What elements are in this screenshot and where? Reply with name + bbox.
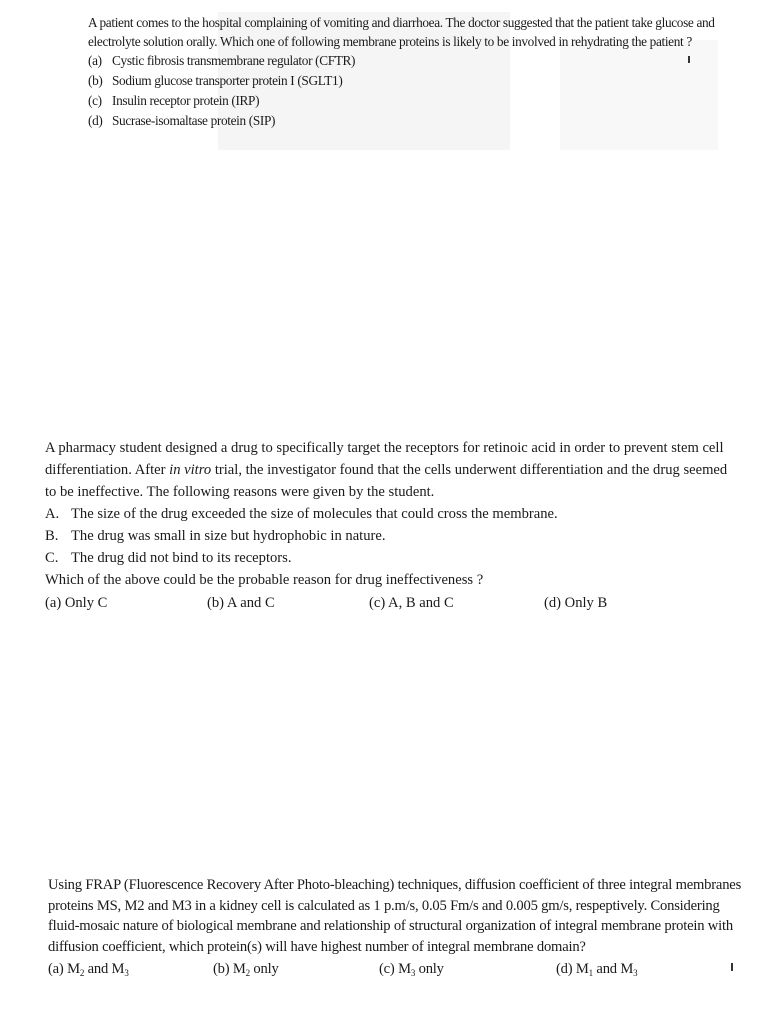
question-3-option-c[interactable]: (c) $M_3$ only	[379, 961, 444, 978]
question-3-options	[48, 959, 743, 980]
statement-a: A. The size of the drug exceeded the size of molecules that could cross the membrane.	[45, 506, 558, 522]
question-2-option-b[interactable]: (b) A and C	[207, 595, 275, 611]
question-1-option-d[interactable]: (d) Sucrase-isomaltase protein (SIP)	[88, 113, 276, 128]
question-1-stem: A patient comes to the hospital complaining of vomiting and diarrhoea. The doctor suggested that the patient take glucose and electrolyte solution orally. Which one of following membrane proteins is likely to be involved in rehydrating the patient ?	[88, 15, 715, 49]
question-2-prompt: Which of the above could be the probable reason for drug ineffectiveness ?	[45, 572, 484, 588]
question-1-option-c[interactable]: (c) Insulin receptor protein (IRP)	[88, 93, 260, 108]
question-1	[88, 13, 728, 131]
question-1-option-a[interactable]: (a) Cystic fibrosis transmembrane regulator (CFTR)	[88, 53, 356, 68]
question-3	[48, 875, 743, 980]
statement-c: C. The drug did not bind to its receptors.	[45, 550, 292, 566]
question-2	[45, 437, 735, 614]
question-2-option-c[interactable]: (c) A, B and C	[369, 595, 454, 611]
question-3-option-b[interactable]: (b) $M_2$ only	[213, 961, 279, 978]
question-3-stem: Using FRAP (Fluorescence Recovery After Photo-bleaching) techniques, diffusion coefficient of three integral membranes proteins MS, M2 and M3 in a kidney cell is calculated as 1 p.m/s, 0.05 Fm/s and 0.005 gm/s, respeptively. Considering fluid-mosaic nature of biological membrane and relationship of structural organization of integral membrane protein with diffusion coefficient, which protein(s) will have highest number of integral membrane domain?	[48, 877, 742, 955]
question-2-options	[45, 592, 735, 614]
question-3-option-a[interactable]: (a) $M_2$ and $M_3$	[48, 961, 129, 978]
question-1-options	[88, 51, 728, 130]
question-1-option-b[interactable]: (b) Sodium glucose transporter protein I (SGLT1)	[88, 73, 343, 88]
margin-mark	[731, 963, 733, 971]
statement-b: B. The drug was small in size but hydrophobic in nature.	[45, 528, 386, 544]
question-3-option-d[interactable]: (d) $M_1$ and $M_3$	[556, 961, 638, 978]
margin-mark	[688, 56, 690, 63]
question-2-stem: A pharmacy student designed a drug to specifically target the receptors for retinoic acid in order to prevent stem cell differentiation. After in vitro trial, the investigator found that the cells underwent differentiation and the drug seemed to be ineffective. The following reasons were given by the student.	[45, 440, 728, 500]
question-2-option-d[interactable]: (d) Only B	[544, 595, 608, 611]
question-2-option-a[interactable]: (a) Only C	[45, 595, 108, 611]
question-2-statements	[45, 503, 735, 569]
